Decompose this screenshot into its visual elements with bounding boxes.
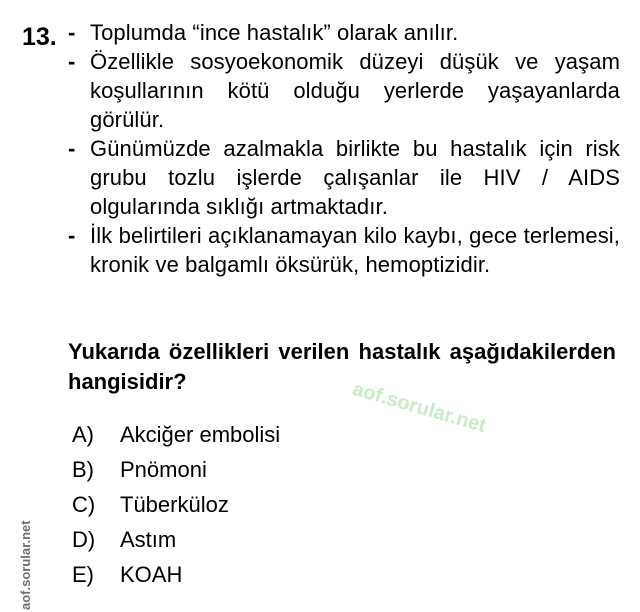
side-watermark: aof.sorular.net xyxy=(18,520,33,610)
bullet-item xyxy=(68,221,620,279)
bullet-item xyxy=(68,18,620,47)
answer-options xyxy=(72,417,280,592)
option-text: Astım xyxy=(120,526,177,552)
question-bullet-list xyxy=(68,18,620,279)
option-d[interactable] xyxy=(72,522,280,557)
option-e[interactable] xyxy=(72,557,280,592)
option-a[interactable] xyxy=(72,417,280,452)
question-stem: Yukarıda özellikleri verilen hastalık aşağıdakilerden hangisidir? xyxy=(68,339,616,394)
option-b[interactable] xyxy=(72,452,280,487)
bullet-marker: - xyxy=(68,20,76,45)
bullet-text: Günümüzde azalmakla birlikte bu hastalık için risk grubu tozlu işlerde çalışanlar ile HIV / AIDS olgularında sıklığı artmaktadır. xyxy=(90,136,620,219)
option-letter: A) xyxy=(72,421,94,447)
option-letter: E) xyxy=(72,561,94,587)
option-c[interactable] xyxy=(72,487,280,522)
bullet-marker: - xyxy=(68,49,76,74)
bullet-text: İlk belirtileri açıklanamayan kilo kaybı, gece terlemesi, kronik ve balgamlı öksürük, hemoptizidir. xyxy=(90,223,620,277)
diagonal-watermark: aof.sorular.net xyxy=(349,378,489,438)
bullet-text: Özellikle sosyoekonomik düzeyi düşük ve yaşam koşullarının kötü olduğu yerlerde yaşayanlarda görülür. xyxy=(90,49,620,132)
bullet-item xyxy=(68,134,620,221)
option-letter: B) xyxy=(72,456,94,482)
bullet-item xyxy=(68,47,620,134)
question-number: 13. xyxy=(22,23,57,51)
option-letter: D) xyxy=(72,526,96,552)
option-text: KOAH xyxy=(120,561,183,587)
option-letter: C) xyxy=(72,491,96,517)
bullet-text: Toplumda “ince hastalık” olarak anılır. xyxy=(90,20,459,45)
bullet-marker: - xyxy=(68,223,76,248)
bullet-marker: - xyxy=(68,136,76,161)
option-text: Tüberküloz xyxy=(120,491,229,517)
option-text: Akciğer embolisi xyxy=(120,421,281,447)
option-text: Pnömoni xyxy=(120,456,207,482)
